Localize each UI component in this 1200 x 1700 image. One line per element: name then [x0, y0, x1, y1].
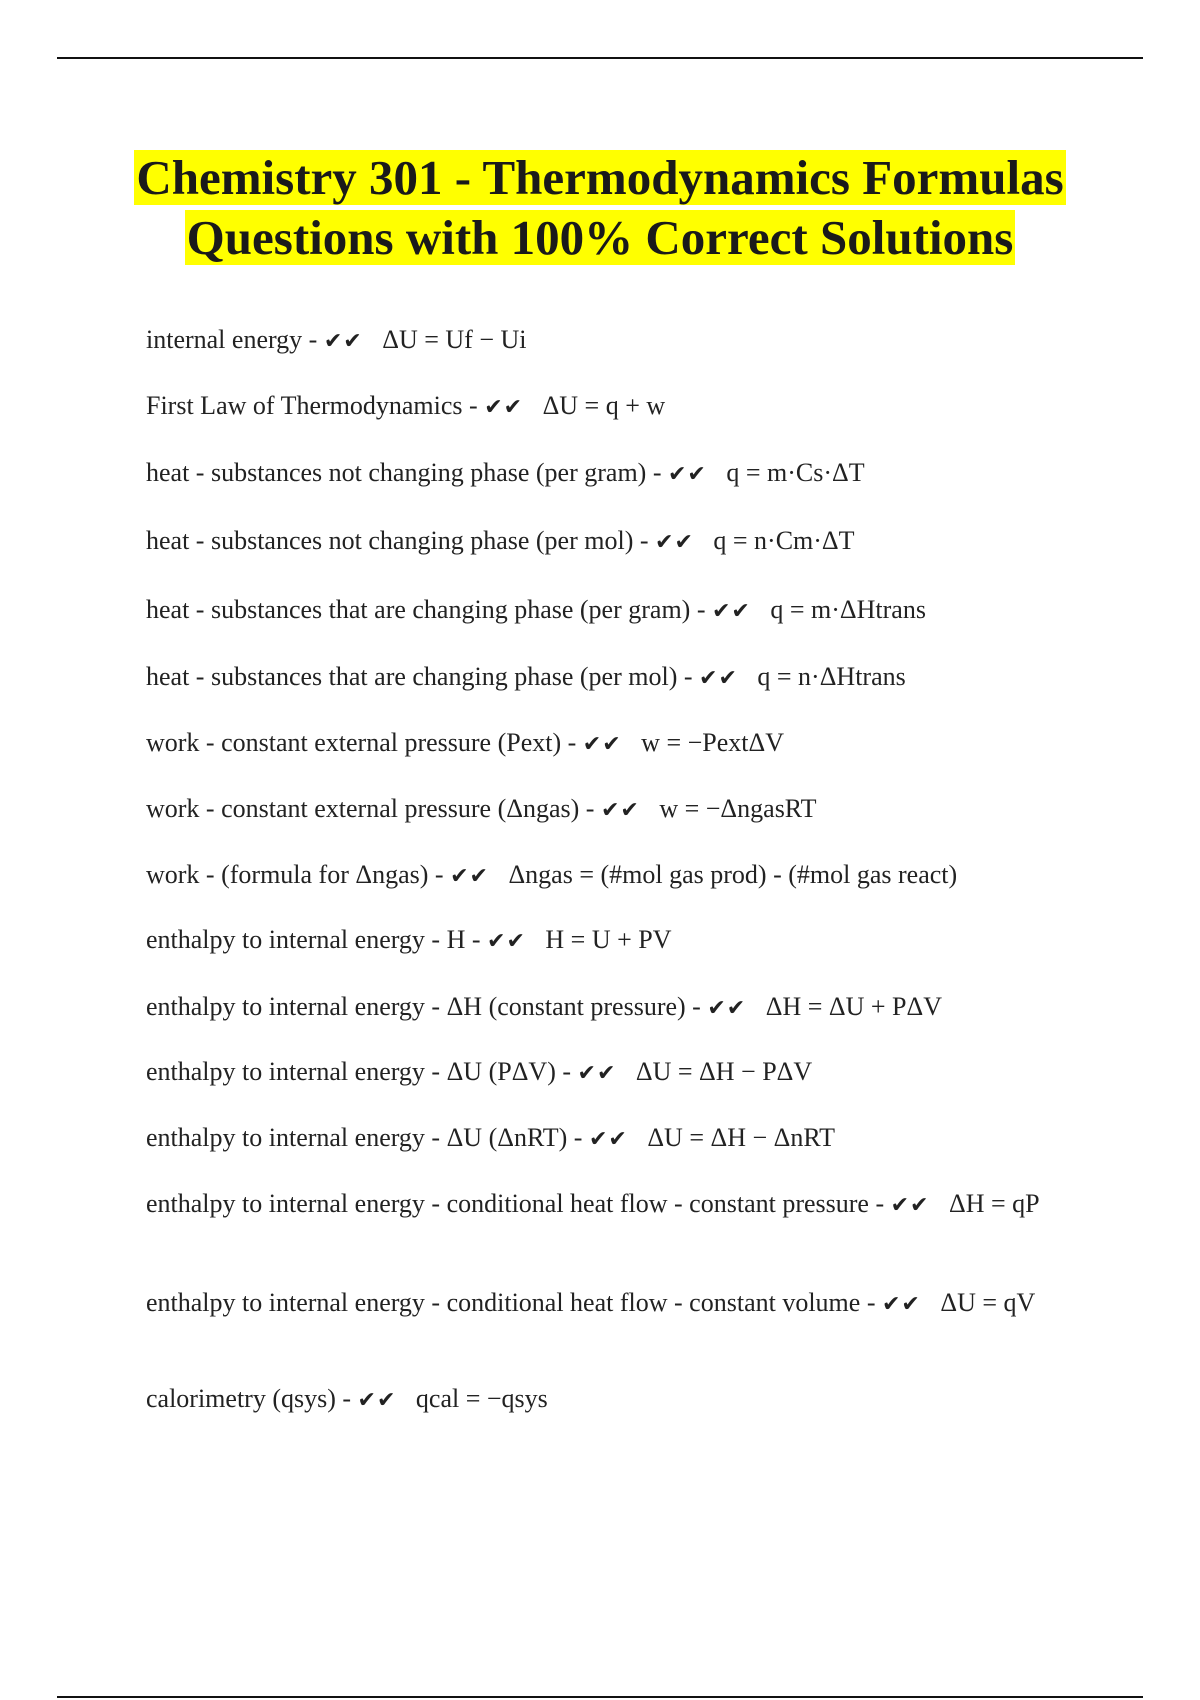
checkmark-icon: ✔✔	[600, 798, 640, 823]
formula-entry	[146, 593, 1091, 628]
checkmark-icon: ✔✔	[890, 1193, 930, 1218]
entry-term: work - constant external pressure (Δngas) -	[146, 794, 601, 823]
formula-entry	[146, 792, 1091, 827]
checkmark-icon: ✔✔	[450, 864, 489, 889]
formula-entry	[146, 858, 1091, 893]
entry-term: enthalpy to internal energy - conditional heat flow - constant pressure -	[146, 1189, 891, 1218]
entry-formula: ΔU = ΔH − ΔnRT	[647, 1123, 836, 1152]
checkmark-icon: ✔✔	[577, 1061, 617, 1086]
top-rule	[57, 57, 1143, 59]
entry-formula: q = n·Cm·ΔT	[713, 526, 855, 555]
entry-term: calorimetry (qsys) -	[146, 1384, 358, 1413]
formula-entry	[146, 1055, 1091, 1090]
entry-formula: qcal = −qsys	[415, 1384, 548, 1413]
entry-term: heat - substances not changing phase (per mol) -	[146, 526, 656, 555]
entry-formula: ΔU = Uf − Ui	[382, 325, 527, 354]
formula-entry	[146, 323, 1091, 358]
entry-formula: q = m·Cs·ΔT	[726, 458, 865, 487]
entry-formula: w = −ΔngasRT	[659, 794, 817, 823]
entry-formula: ΔH = qP	[949, 1189, 1040, 1218]
formula-entry	[146, 1286, 1091, 1321]
checkmark-icon: ✔✔	[588, 1127, 628, 1152]
formula-entry	[146, 1187, 1091, 1222]
checkmark-icon: ✔✔	[487, 929, 526, 954]
checkmark-icon: ✔✔	[707, 996, 747, 1021]
entry-term: internal energy -	[146, 325, 324, 354]
document-title	[60, 148, 1140, 268]
formula-entry	[146, 990, 1091, 1025]
entry-formula: ΔH = ΔU + PΔV	[765, 992, 942, 1021]
formula-entry	[146, 389, 1091, 424]
checkmark-icon: ✔✔	[881, 1292, 921, 1317]
entry-term: enthalpy to internal energy - ΔH (constant pressure) -	[146, 992, 708, 1021]
entry-formula: ΔU = ΔH − PΔV	[635, 1057, 813, 1086]
checkmark-icon: ✔✔	[484, 395, 524, 420]
entry-formula: ΔU = qV	[940, 1288, 1036, 1317]
checkmark-icon: ✔✔	[699, 666, 738, 691]
checkmark-icon: ✔✔	[323, 329, 363, 354]
entry-term: First Law of Thermodynamics -	[146, 391, 485, 420]
entry-term: enthalpy to internal energy - H -	[146, 925, 488, 954]
entry-term: enthalpy to internal energy - ΔU (PΔV) -	[146, 1057, 578, 1086]
document-title-text: Chemistry 301 - Thermodynamics Formulas Questions with 100% Correct Solutions	[136, 150, 1064, 265]
checkmark-icon: ✔✔	[655, 530, 694, 555]
entry-formula: Δngas = (#mol gas prod) - (#mol gas react)	[508, 860, 958, 889]
entry-formula: ΔU = q + w	[542, 391, 666, 420]
checkmark-icon: ✔✔	[711, 599, 751, 624]
formula-entry	[146, 456, 1091, 491]
entry-formula: H = U + PV	[545, 925, 672, 954]
formula-entry	[146, 923, 1091, 958]
entry-term: work - (formula for Δngas) -	[146, 860, 451, 889]
formula-entry	[146, 1382, 1091, 1417]
entry-term: heat - substances that are changing phase (per gram) -	[146, 595, 712, 624]
entry-term: heat - substances not changing phase (per gram) -	[146, 458, 668, 487]
formula-entry	[146, 524, 1091, 559]
entry-formula: q = m·ΔHtrans	[770, 595, 926, 624]
checkmark-icon: ✔✔	[667, 462, 707, 487]
entry-term: enthalpy to internal energy - conditional heat flow - constant volume -	[146, 1288, 882, 1317]
entry-formula: w = −PextΔV	[641, 728, 784, 757]
entry-term: heat - substances that are changing phase (per mol) -	[146, 662, 700, 691]
entry-term: work - constant external pressure (Pext) -	[146, 728, 583, 757]
formula-entry	[146, 726, 1091, 761]
formula-entry	[146, 660, 1091, 695]
formula-entry	[146, 1121, 1091, 1156]
checkmark-icon: ✔✔	[357, 1388, 397, 1413]
bottom-rule	[57, 1696, 1143, 1698]
checkmark-icon: ✔✔	[582, 732, 622, 757]
entry-term: enthalpy to internal energy - ΔU (ΔnRT) -	[146, 1123, 589, 1152]
entry-formula: q = n·ΔHtrans	[757, 662, 906, 691]
